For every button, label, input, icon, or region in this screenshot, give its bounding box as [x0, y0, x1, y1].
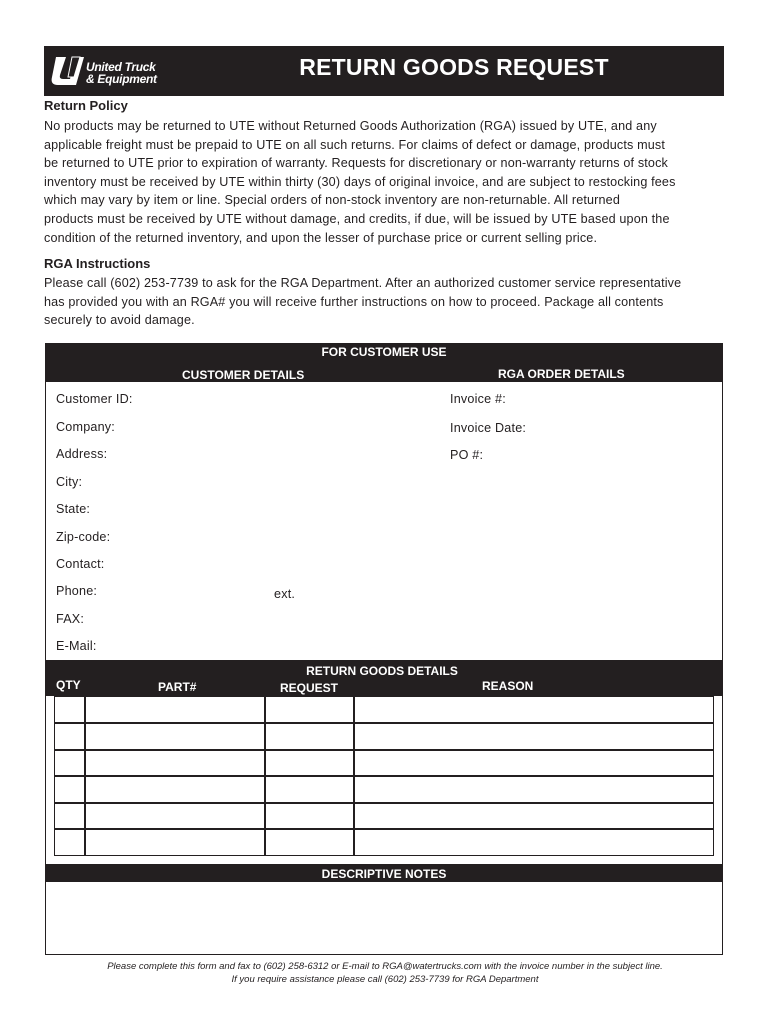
email-field[interactable]: E-Mail: [56, 639, 97, 653]
ute-logo [50, 51, 160, 91]
header-bar [44, 46, 724, 96]
for-customer-use-title: FOR CUSTOMER USE [321, 345, 447, 359]
policy-line: condition of the returned inventory, and upon the lesser of purchase price or current selling price. [44, 230, 598, 245]
customer-details-heading: CUSTOMER DETAILS [182, 368, 305, 382]
address-field[interactable]: Address: [56, 447, 108, 461]
fax-field[interactable]: FAX: [56, 612, 85, 626]
descriptive-notes-area[interactable] [46, 882, 722, 952]
row-divider [55, 775, 713, 777]
logo-line-1: United Truck [86, 60, 156, 74]
col-request-header: REQUEST [280, 681, 339, 695]
return-goods-table [54, 696, 714, 856]
logo-wordmark [86, 61, 157, 85]
for-customer-use-bar [46, 344, 722, 382]
col-part-header: PART# [158, 680, 197, 694]
return-goods-details-title: RETURN GOODS DETAILS [306, 664, 458, 678]
zip-code-field[interactable]: Zip-code: [56, 530, 111, 544]
return-policy-text [44, 117, 734, 247]
footer-note [0, 960, 770, 986]
invoice-date-field[interactable]: Invoice Date: [450, 421, 527, 435]
row-divider [55, 749, 713, 751]
policy-line: products must be received by UTE without damage, and credits, if due, will be issued by UTE based upon the [44, 211, 670, 226]
city-field[interactable]: City: [56, 475, 83, 489]
rga-instructions-text [44, 274, 734, 330]
policy-line: No products may be returned to UTE without Returned Goods Authorization (RGA) issued by UTE, and any [44, 119, 657, 133]
invoice-number-field[interactable]: Invoice #: [450, 392, 506, 406]
policy-line: be returned to UTE prior to expiration of warranty. Requests for discretionary or non-warranty returns of stock [44, 156, 668, 171]
page-title: RETURN GOODS REQUEST [299, 54, 609, 80]
policy-line: which may vary by item or line. Special orders of non-stock inventory are non-returnable. All returned [44, 193, 620, 208]
rga-form [45, 343, 723, 955]
instructions-line: Please call (602) 253-7739 to ask for the RGA Department. After an authorized customer service representative [44, 276, 682, 290]
row-divider [55, 828, 713, 830]
instructions-line: securely to avoid damage. [44, 313, 195, 328]
row-divider [55, 802, 713, 804]
return-policy-heading: Return Policy [44, 98, 128, 113]
phone-field[interactable]: Phone: [56, 584, 98, 598]
logo-line-2: & Equipment [86, 72, 157, 86]
rga-instructions-heading: RGA Instructions [44, 256, 151, 271]
ute-logo-icon [50, 51, 90, 91]
company-field[interactable]: Company: [56, 420, 115, 434]
policy-line: inventory must be received by UTE within thirty (30) days of original invoice, and are subject to restocking fees [44, 174, 676, 189]
col-qty-header: QTY [56, 678, 81, 692]
row-divider [55, 722, 713, 724]
po-number-field[interactable]: PO #: [450, 448, 484, 462]
customer-id-field[interactable]: Customer ID: [56, 392, 133, 406]
footer-line-1: Please complete this form and fax to (602) 258-6312 or E-mail to RGA@watertrucks.com with the invoice number in the subject line. [107, 961, 663, 972]
instructions-line: has provided you with an RGA# you will receive further instructions on how to proceed. Package all contents [44, 294, 664, 309]
footer-line-2: If you require assistance please call (602) 253-7739 for RGA Department [231, 974, 539, 985]
descriptive-notes-title: DESCRIPTIVE NOTES [321, 867, 447, 881]
policy-line: applicable freight must be prepaid to UTE on all such returns. For claims of defect or damage, products must [44, 137, 665, 152]
col-reason-header: REASON [482, 679, 534, 693]
phone-ext-field[interactable]: ext. [274, 587, 296, 601]
rga-order-details-heading: RGA ORDER DETAILS [498, 367, 625, 381]
descriptive-notes-bar [46, 864, 722, 882]
state-field[interactable]: State: [56, 502, 91, 516]
return-goods-details-bar [46, 660, 722, 696]
contact-field[interactable]: Contact: [56, 557, 105, 571]
